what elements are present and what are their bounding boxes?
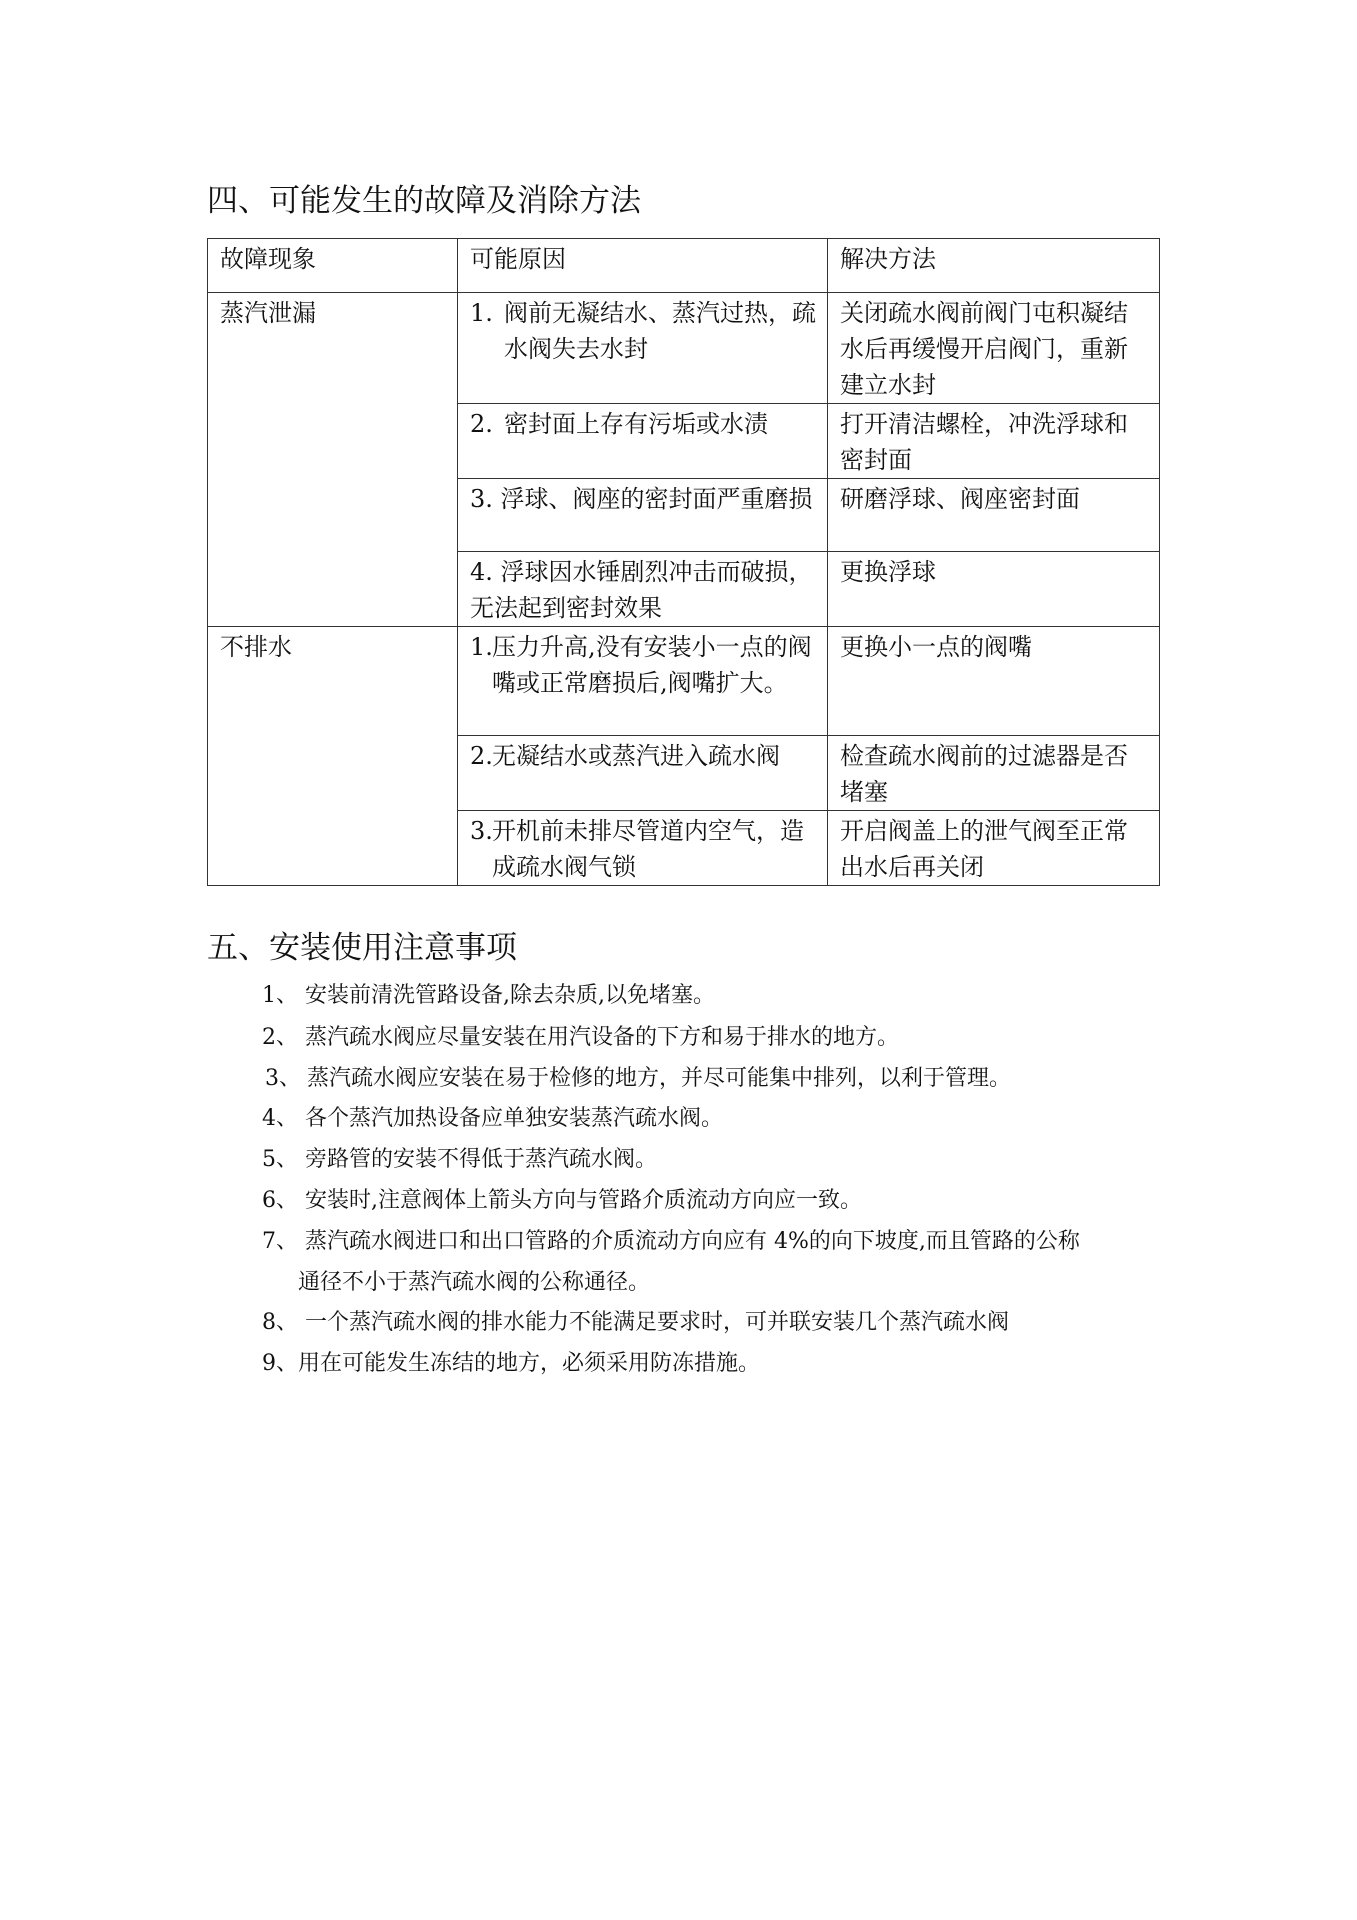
- solution-cell: 更换小一点的阀嘴: [828, 627, 1160, 736]
- troubleshooting-table: [207, 238, 1160, 886]
- cause-text: 开机前未排尽管道内空气，造成疏水阀气锁: [492, 817, 804, 881]
- section-5-title: 五、安装使用注意事项: [207, 930, 517, 966]
- cause-text: 压力升高,没有安装小一点的阀嘴或正常磨损后,阀嘴扩大。: [492, 633, 812, 697]
- cause-cell: 4. 浮球因水锤剧烈冲击而破损，无法起到密封效果: [458, 552, 828, 627]
- item-text: 安装前清洗管路设备,除去杂质,以免堵塞。: [305, 983, 715, 1008]
- item-number: 7、: [262, 1229, 298, 1254]
- solution-cell: 检查疏水阀前的过滤器是否堵塞: [828, 736, 1160, 811]
- cause-text: 无凝结水或蒸汽进入疏水阀: [492, 742, 780, 770]
- solution-cell: 打开清洁螺栓，冲洗浮球和密封面: [828, 404, 1160, 479]
- item-number: 2、: [262, 1025, 298, 1050]
- symptom-cell: 蒸汽泄漏: [208, 293, 458, 627]
- item-text: 蒸汽疏水阀应尽量安装在用汽设备的下方和易于排水的地方。: [305, 1025, 900, 1050]
- cause-number: 3.: [470, 817, 493, 845]
- solution-cell: 开启阀盖上的泄气阀至正常出水后再关闭: [828, 811, 1160, 886]
- item-number: 5、: [262, 1147, 298, 1172]
- cause-cell: [458, 627, 828, 736]
- cause-number: 1.: [470, 633, 493, 661]
- cause-number: 1.: [470, 299, 493, 327]
- section-4-title: 四、可能发生的故障及消除方法: [207, 183, 641, 219]
- cause-cell: [458, 404, 828, 479]
- solution-cell: 关闭疏水阀前阀门屯积凝结水后再缓慢开启阀门，重新建立水封: [828, 293, 1160, 404]
- item-number: 9、: [262, 1351, 298, 1376]
- table-row: [208, 293, 1160, 404]
- cause-cell: [458, 811, 828, 886]
- table-header-row: [208, 239, 1160, 293]
- solution-cell: 更换浮球: [828, 552, 1160, 627]
- item-number: 3、: [265, 1066, 301, 1091]
- header-solution: 解决方法: [828, 239, 1160, 293]
- item-number: 8、: [262, 1310, 298, 1335]
- item-text: 旁路管的安装不得低于蒸汽疏水阀。: [305, 1147, 658, 1172]
- item-number: 1、: [262, 983, 298, 1008]
- symptom-cell: 不排水: [208, 627, 458, 886]
- item-text: 蒸汽疏水阀应安装在易于检修的地方，并尽可能集中排列，以利于管理。: [307, 1066, 1012, 1091]
- cause-number: 2.: [470, 742, 493, 770]
- cause-cell: [458, 736, 828, 811]
- cause-text: 阀前无凝结水、蒸汽过热，疏水阀失去水封: [504, 299, 816, 363]
- item-text: 蒸汽疏水阀进口和出口管路的介质流动方向应有 4%的向下坡度,而且管路的公称: [305, 1229, 1080, 1254]
- item-text: 一个蒸汽疏水阀的排水能力不能满足要求时，可并联安装几个蒸汽疏水阀: [305, 1310, 1010, 1335]
- item-number: 4、: [262, 1106, 298, 1131]
- header-symptom: 故障现象: [208, 239, 458, 293]
- cause-cell: [458, 293, 828, 404]
- cause-text: 密封面上存有污垢或水渍: [504, 410, 768, 438]
- item-number: 6、: [262, 1188, 298, 1213]
- item-text: 用在可能发生冻结的地方，必须采用防冻措施。: [298, 1351, 761, 1376]
- header-cause: 可能原因: [458, 239, 828, 293]
- table-row: [208, 627, 1160, 736]
- item-text-continuation: 通径不小于蒸汽疏水阀的公称通径。: [298, 1270, 651, 1295]
- solution-cell: 研磨浮球、阀座密封面: [828, 479, 1160, 552]
- item-text: 各个蒸汽加热设备应单独安装蒸汽疏水阀。: [305, 1106, 724, 1131]
- cause-number: 2.: [470, 410, 493, 438]
- item-text: 安装时,注意阀体上箭头方向与管路介质流动方向应一致。: [305, 1188, 862, 1213]
- cause-cell: 3. 浮球、阀座的密封面严重磨损: [458, 479, 828, 552]
